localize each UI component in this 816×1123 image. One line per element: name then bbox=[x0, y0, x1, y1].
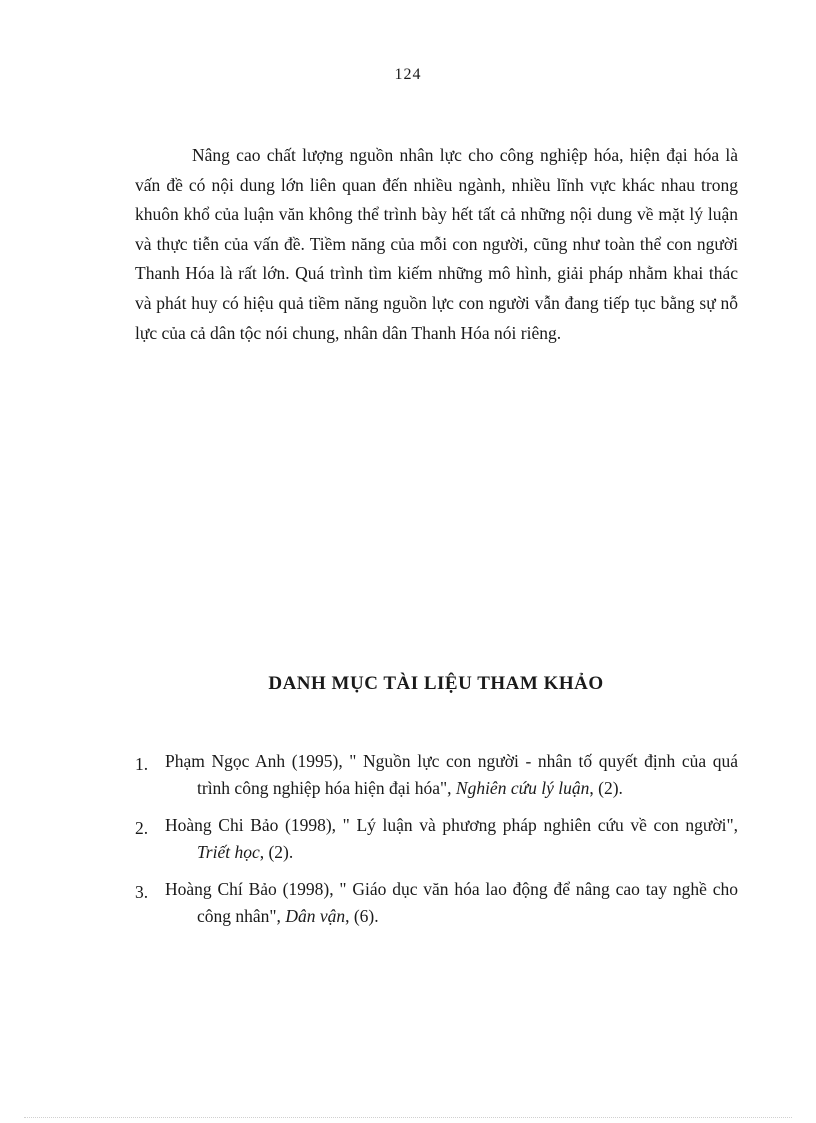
reference-number: 3. bbox=[135, 882, 149, 902]
reference-citation: Hoàng Chí Bảo (1998), " Giáo dục văn hóa lao động để nâng cao tay nghề cho công nhân", bbox=[165, 879, 738, 926]
reference-list bbox=[135, 748, 738, 940]
reference-issue: , (2). bbox=[259, 842, 294, 862]
reference-number: 1. bbox=[135, 754, 149, 774]
reference-text bbox=[165, 876, 738, 930]
reference-text bbox=[165, 812, 738, 866]
reference-item bbox=[135, 812, 738, 866]
body-paragraph: Nâng cao chất lượng nguồn nhân lực cho công nghiệp hóa, hiện đại hóa là vấn đề có nội dung lớn liên quan đến nhiều ngành, nhiều lĩnh vực khác nhau trong khuôn khổ của luận văn không thể trình bày hết tất cả những nội dung về mặt lý luận và thực tiễn của vấn đề. Tiềm năng của mỗi con người, cũng như toàn thể con người Thanh Hóa là rất lớn. Quá trình tìm kiếm những mô hình, giải pháp nhằm khai thác và phát huy có hiệu quả tiềm năng nguồn lực con người vẫn đang tiếp tục bằng sự nỗ lực của cả dân tộc nói chung, nhân dân Thanh Hóa nói riêng. bbox=[135, 145, 738, 343]
reference-issue: , (2). bbox=[589, 778, 623, 798]
reference-issue: , (6). bbox=[345, 906, 379, 926]
reference-journal: Triết học bbox=[197, 842, 260, 862]
bottom-rule bbox=[24, 1117, 792, 1118]
reference-number: 2. bbox=[135, 818, 149, 838]
reference-text bbox=[165, 748, 738, 802]
reference-journal: Dân vận bbox=[285, 906, 346, 926]
reference-journal: Nghiên cứu lý luận bbox=[455, 778, 590, 798]
reference-citation: Hoàng Chi Bảo (1998), " Lý luận và phương pháp nghiên cứu về con người", bbox=[165, 815, 738, 835]
reference-item bbox=[135, 748, 738, 802]
reference-item bbox=[135, 876, 738, 930]
reference-citation: Phạm Ngọc Anh (1995), " Nguồn lực con người - nhân tố quyết định của quá trình công nghiệp hóa hiện đại hóa", bbox=[165, 751, 738, 798]
page-number: 124 bbox=[394, 66, 422, 83]
references-heading: DANH MỤC TÀI LIỆU THAM KHẢO bbox=[268, 673, 604, 694]
